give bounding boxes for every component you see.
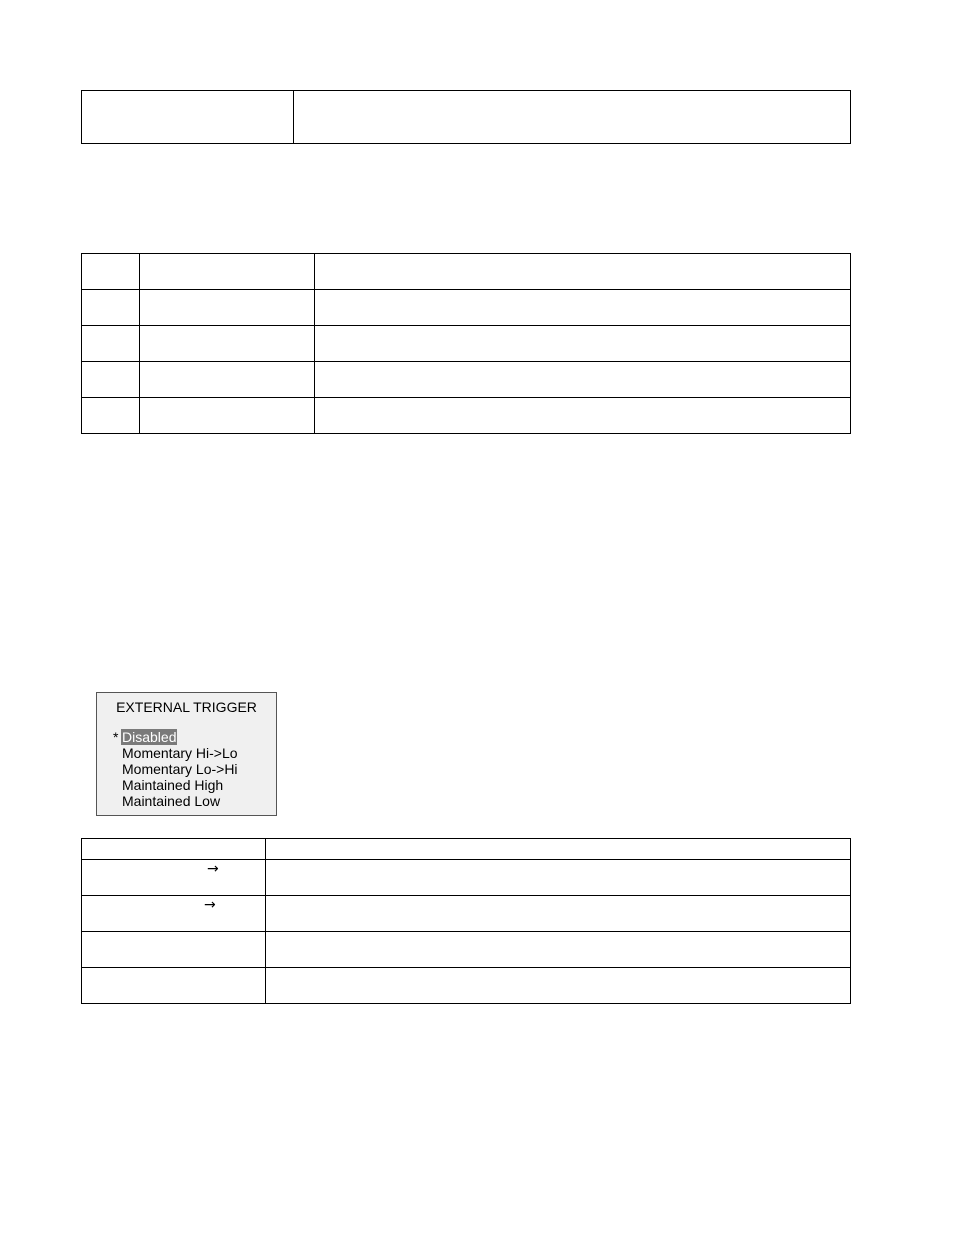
menu-item-maintained-low[interactable] bbox=[122, 793, 220, 809]
table-cell bbox=[82, 362, 140, 398]
table-cell bbox=[266, 968, 851, 1004]
table-cell bbox=[82, 290, 140, 326]
menu-item-maintained-high[interactable] bbox=[122, 777, 223, 793]
table-cell bbox=[315, 398, 851, 434]
bottom-table bbox=[81, 838, 851, 1004]
table-row bbox=[82, 362, 851, 398]
top-table bbox=[81, 90, 851, 144]
table-row bbox=[82, 398, 851, 434]
table-cell bbox=[315, 326, 851, 362]
table-cell bbox=[294, 91, 851, 144]
table-row bbox=[82, 290, 851, 326]
external-trigger-menu bbox=[96, 692, 277, 816]
menu-item-label: Maintained High bbox=[122, 777, 224, 793]
table-header-row bbox=[82, 839, 851, 860]
table-cell bbox=[315, 254, 851, 290]
table-cell bbox=[82, 398, 140, 434]
menu-item-momentary-lo-hi[interactable] bbox=[122, 761, 238, 777]
menu-item-label: Disabled bbox=[122, 729, 177, 745]
table-cell bbox=[82, 860, 266, 896]
table-cell bbox=[140, 326, 315, 362]
right-arrow-icon: → bbox=[204, 897, 216, 913]
table-row bbox=[82, 896, 851, 932]
table-cell bbox=[82, 968, 266, 1004]
table-cell bbox=[266, 839, 851, 860]
table-row bbox=[82, 91, 851, 144]
table-cell bbox=[140, 254, 315, 290]
menu-item-label: Maintained Low bbox=[122, 793, 221, 809]
table-cell bbox=[82, 839, 266, 860]
right-arrow-icon: → bbox=[207, 861, 219, 877]
table-cell bbox=[82, 91, 294, 144]
table-row bbox=[82, 932, 851, 968]
table-row bbox=[82, 326, 851, 362]
table-cell bbox=[140, 290, 315, 326]
table-cell bbox=[315, 362, 851, 398]
menu-title: EXTERNAL TRIGGER bbox=[116, 699, 257, 715]
selected-marker: * bbox=[113, 729, 119, 745]
table-row bbox=[82, 860, 851, 896]
table-cell bbox=[315, 290, 851, 326]
table-cell bbox=[266, 896, 851, 932]
table-cell bbox=[140, 398, 315, 434]
table-cell bbox=[82, 932, 266, 968]
table-cell bbox=[266, 932, 851, 968]
table-row bbox=[82, 968, 851, 1004]
menu-item-disabled[interactable] bbox=[113, 729, 177, 745]
menu-item-label: Momentary Lo->Hi bbox=[122, 761, 238, 777]
menu-item-momentary-hi-lo[interactable] bbox=[122, 745, 238, 761]
table-row bbox=[82, 254, 851, 290]
table-cell bbox=[266, 860, 851, 896]
menu-item-label: Momentary Hi->Lo bbox=[122, 745, 238, 761]
table-cell bbox=[82, 254, 140, 290]
table-cell bbox=[82, 896, 266, 932]
middle-table bbox=[81, 253, 851, 434]
table-cell bbox=[140, 362, 315, 398]
table-cell bbox=[82, 326, 140, 362]
